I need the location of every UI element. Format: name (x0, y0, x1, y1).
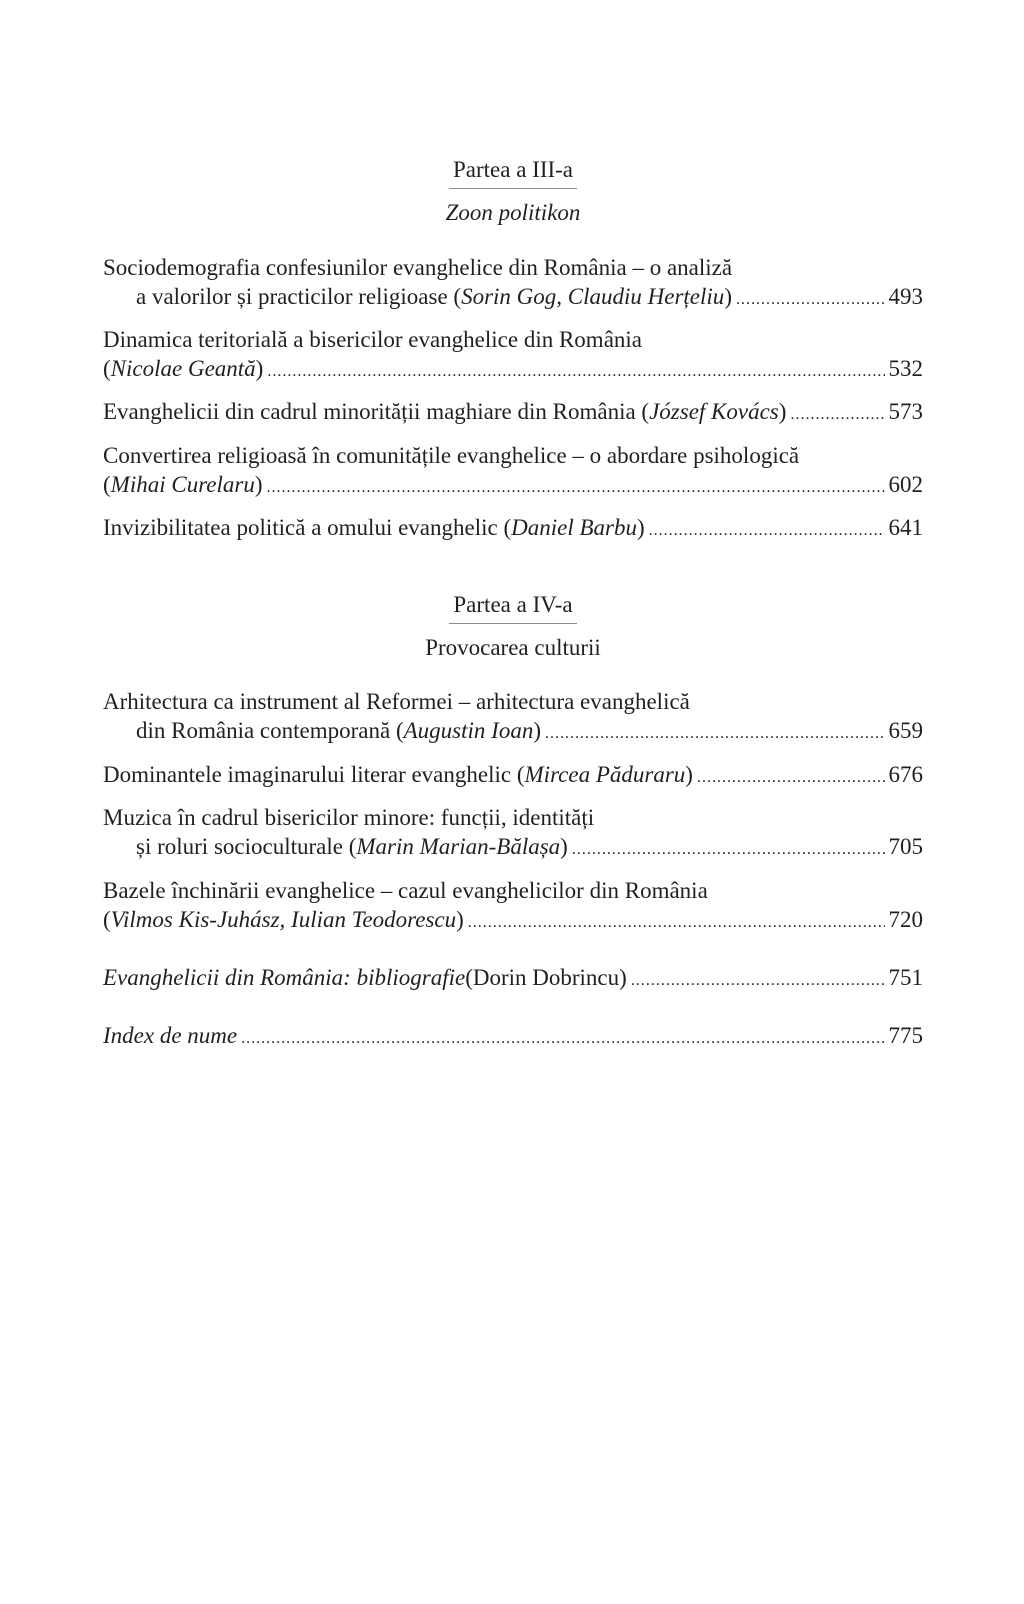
entry-page-number: 659 (888, 718, 923, 743)
entry-page-number: 602 (888, 472, 923, 497)
leader-dots (649, 516, 885, 545)
entry-title-line: Dominantele imaginarului literar evanghelic ( (103, 762, 525, 787)
leader-dots (267, 357, 884, 386)
entry-title-line: Invizibilitatea politică a omului evanghelic ( (103, 515, 512, 540)
entry-author: Daniel Barbu (511, 515, 637, 540)
entry-title-line: Arhitectura ca instrument al Reformei – arhitectura evanghelică (103, 689, 690, 714)
leader-dots (631, 966, 885, 995)
toc-entry-index[interactable] (103, 1021, 923, 1053)
entry-page-number: 532 (888, 356, 923, 381)
part-3-heading (103, 156, 923, 227)
entry-author: (Dorin Dobrincu) (465, 965, 627, 990)
toc-entry[interactable]: Sociodemografia confesiunilor evanghelice din România – o analiză a valorilor și practicilor religioase ( Sorin Gog, Claudiu Herțeliu ) ..... 493 (103, 253, 923, 314)
entry-author: Nicolae Geantă (110, 356, 256, 381)
part-3-label: Partea a III-a (449, 156, 577, 189)
entry-title-cont: a valorilor și practicilor religioase ( (136, 284, 462, 309)
leader-dots (697, 763, 885, 792)
entry-author: Vilmos Kis-Juhász, Iulian Teodorescu (110, 907, 457, 932)
entry-page-number: 493 (888, 284, 923, 309)
leader-dots (572, 835, 885, 864)
entry-page-number: 705 (888, 834, 923, 859)
leader-dots (736, 285, 885, 314)
part-4-heading (103, 591, 923, 662)
entry-page-number: 751 (888, 965, 923, 990)
entry-author: Augustin Ioan (403, 718, 534, 743)
entry-title-line: Dinamica teritorială a bisericilor evanghelice din România (103, 327, 643, 352)
entry-page-number: 641 (888, 515, 923, 540)
entry-title-line: Muzica în cadrul bisericilor minore: funcții, identități (103, 805, 595, 830)
leader-dots (267, 473, 885, 502)
toc-entry[interactable]: Dinamica teritorială a bisericilor evanghelice din România ( Nicolae Geantă ) ..... 532 (103, 325, 923, 386)
toc-entry[interactable]: Bazele închinării evanghelice – cazul evanghelicilor din România ( Vilmos Kis-Juhász, Iulian Teodorescu ) ..... 720 (103, 876, 923, 937)
entry-author: Mircea Păduraru (524, 762, 686, 787)
entry-page-number: 720 (888, 907, 923, 932)
part-4-title: Provocarea culturii (425, 635, 601, 660)
entry-title-line: Index de nume (103, 1023, 238, 1048)
toc-entry[interactable]: Muzica în cadrul bisericilor minore: funcții, identități și roluri socioculturale ( Marin Marian-Bălașa ) ..... 705 (103, 803, 923, 864)
entry-author: József Kovács (649, 399, 779, 424)
entry-title-line: Evanghelicii din cadrul minorității maghiare din România ( (103, 399, 650, 424)
toc-entry[interactable]: Evanghelicii din cadrul minorității maghiare din România ( József Kovács ) ..... 573 (103, 397, 923, 429)
entry-title-line: Sociodemografia confesiunilor evanghelice din România – o analiză (103, 255, 733, 280)
entry-title-line: Convertirea religioasă în comunitățile evanghelice – o abordare psihologică (103, 443, 800, 468)
entry-page-number: 573 (888, 399, 923, 424)
entry-author: Sorin Gog, Claudiu Herțeliu (461, 284, 725, 309)
leader-dots (241, 1024, 884, 1053)
part-4-label: Partea a IV-a (449, 591, 576, 624)
entry-page-number: 676 (888, 762, 923, 787)
toc-entry[interactable]: Arhitectura ca instrument al Reformei – arhitectura evanghelică din România contemporană ( Augustin Ioan ) ..... 659 (103, 687, 923, 748)
entry-title-line: Evanghelicii din România: bibliografie (103, 965, 466, 990)
leader-dots (468, 908, 885, 937)
toc-entry[interactable]: Dominantele imaginarului literar evanghelic ( Mircea Păduraru ) ..... 676 (103, 760, 923, 792)
leader-dots (790, 400, 884, 429)
leader-dots (545, 719, 885, 748)
toc-entry[interactable]: Invizibilitatea politică a omului evanghelic ( Daniel Barbu ) ..... 641 (103, 513, 923, 545)
toc-entry-bibliography[interactable] (103, 963, 923, 995)
entry-title-line: Bazele închinării evanghelice – cazul evanghelicilor din România (103, 878, 708, 903)
toc-entry[interactable]: Convertirea religioasă în comunitățile evanghelice – o abordare psihologică ( Mihai Curelaru ) ..... 602 (103, 441, 923, 502)
entry-page-number: 775 (888, 1023, 923, 1048)
entry-author: Marin Marian-Bălașa (356, 834, 561, 859)
entry-author: Mihai Curelaru (110, 472, 255, 497)
part-3-title: Zoon politikon (445, 200, 581, 225)
